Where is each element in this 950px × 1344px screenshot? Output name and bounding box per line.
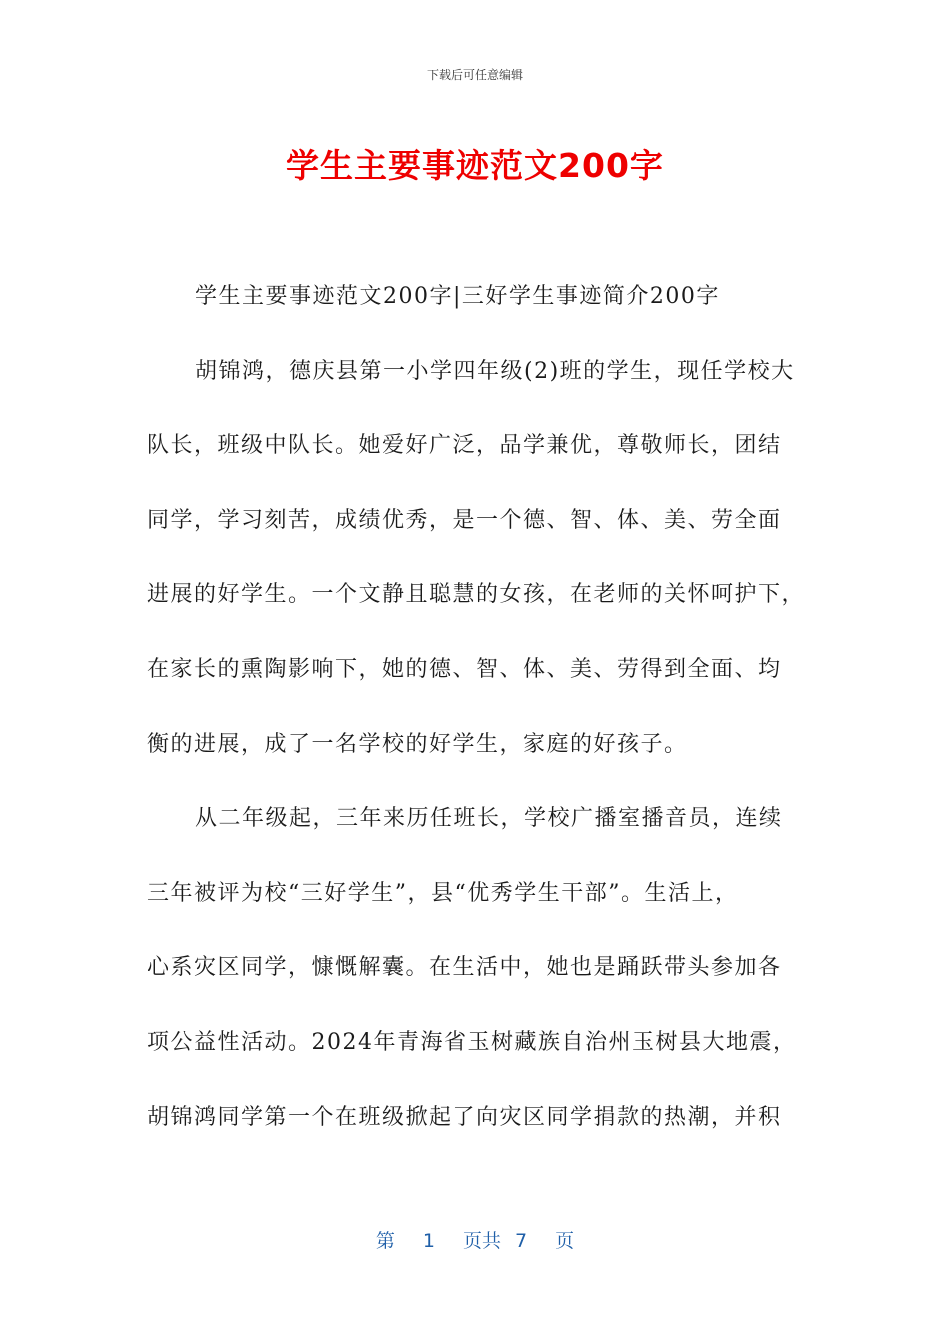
footer-middle: 页共 — [462, 1230, 501, 1252]
paragraph-line: 三年被评为校“三好学生”，县“优秀学生干部”。生活上， — [147, 880, 739, 906]
paragraph-line: 项公益性活动。2024年青海省玉树藏族自治州玉树县大地震， — [147, 1029, 797, 1055]
page-number-footer — [0, 1226, 950, 1253]
paragraph-line: 队长，班级中队长。她爱好广泛，品学兼优，尊敬师长，团结 — [147, 433, 782, 459]
footer-prefix: 第 — [375, 1230, 395, 1252]
document-body — [147, 260, 807, 1155]
footer-suffix: 页 — [555, 1230, 575, 1252]
paragraph-line: 从二年级起，三年来历任班长，学校广播室播音员，连续 — [195, 806, 783, 832]
current-page-number: 1 — [422, 1230, 435, 1252]
paragraph-line: 在家长的熏陶影响下，她的德、智、体、美、劳得到全面、均 — [147, 656, 782, 682]
paragraph-line: 心系灾区同学，慷慨解囊。在生活中，她也是踊跃带头参加各 — [147, 955, 782, 981]
total-page-number: 7 — [515, 1230, 528, 1252]
paragraph-line: 同学，学习刻苦，成绩优秀，是一个德、智、体、美、劳全面 — [147, 507, 782, 533]
document-title: 学生主要事迹范文200字 — [286, 146, 664, 185]
subtitle-line: 学生主要事迹范文200字|三好学生事迹简介200字 — [195, 284, 720, 309]
paragraph-line: 进展的好学生。一个文静且聪慧的女孩，在老师的关怀呵护下， — [147, 582, 806, 608]
paragraph-line: 胡锦鸿，德庆县第一小学四年级(2)班的学生，现任学校大 — [195, 358, 795, 384]
paragraph-line: 衡的进展，成了一名学校的好学生，家庭的好孩子。 — [147, 731, 688, 757]
paragraph-line: 胡锦鸿同学第一个在班级掀起了向灾区同学捐款的热潮，并积 — [147, 1104, 782, 1130]
header-note: 下载后可任意编辑 — [426, 68, 523, 82]
